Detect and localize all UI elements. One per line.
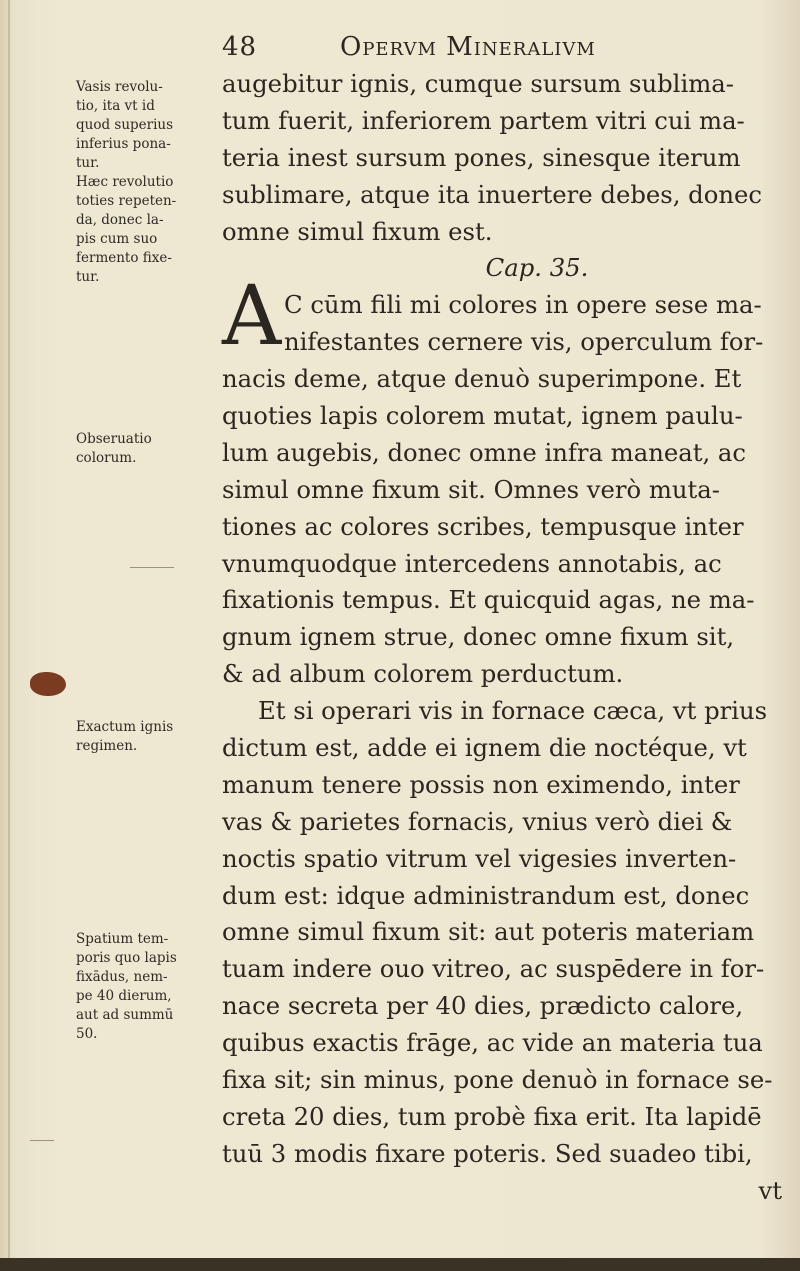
paper-mark <box>130 567 174 568</box>
text-line: nace secreta per 40 dies, prædicto calore, <box>222 991 744 1021</box>
text-line: vas & parietes fornacis, vnius verò diei & <box>222 806 733 836</box>
text-line: tuam indere ouo vitreo, ac suspēdere in for- <box>222 954 765 984</box>
margin-note-line: Exactum ignis <box>76 719 174 735</box>
text-line: teria inest sursum pones, sinesque iterum <box>222 142 741 172</box>
text-line: gnum ignem strue, donec omne fixum sit, <box>222 622 735 652</box>
text-line: nacis deme, atque denuò superimpone. Et <box>222 364 742 394</box>
text-line: tuū 3 modis fixare poteris. Sed suadeo tibi, <box>222 1138 753 1168</box>
text-line: sublimare, atque ita inuertere debes, donec <box>222 179 762 209</box>
text-line: creta 20 dies, tum probè fixa erit. Ita lapidē <box>222 1101 762 1131</box>
text-line: manum tenere possis non eximendo, inter <box>222 769 740 799</box>
margin-note-line: quod superius <box>76 117 174 133</box>
margin-note-line: Spatium tem- <box>76 931 169 947</box>
margin-note-line: toties repeten- <box>76 193 177 209</box>
margin-note-line: fixādus, nem- <box>76 969 168 985</box>
text-line: tum fuerit, inferiorem partem vitri cui ma- <box>222 105 745 135</box>
text-line: quoties lapis colorem mutat, ignem paulu- <box>222 401 743 431</box>
ink-stain <box>30 672 66 696</box>
text-line: omne simul fixum est. <box>222 216 493 246</box>
margin-note <box>76 718 214 756</box>
margin-note <box>76 430 214 468</box>
margin-note-line: da, donec la- <box>76 212 164 228</box>
text-line: fixa sit; sin minus, pone denuò in fornace se- <box>222 1065 773 1095</box>
text-line: lum augebis, donec omne infra maneat, ac <box>222 437 747 467</box>
text-line: dum est: idque administrandum est, donec <box>222 880 750 910</box>
page-bottom-edge <box>0 1258 800 1271</box>
margin-note <box>76 78 214 287</box>
margin-note-line: 50. <box>76 1026 98 1042</box>
text-line: & ad album colorem perductum. <box>222 659 624 689</box>
margin-note-line: tur. <box>76 155 100 171</box>
margin-note-line: Vasis revolu- <box>76 79 163 95</box>
paper-mark <box>30 1140 54 1141</box>
running-title: Opervm Mineralivm <box>340 32 596 62</box>
chapter-heading: Cap. 35. <box>485 253 589 283</box>
drop-cap: A <box>222 269 282 364</box>
margin-note-line: tur. <box>76 269 100 285</box>
text-line: fixationis tempus. Et quicquid agas, ne ma- <box>222 585 755 615</box>
main-text <box>222 66 792 1210</box>
margin-note <box>76 930 214 1044</box>
margin-note-line: pis cum suo <box>76 231 158 247</box>
margin-note-line: Obseruatio <box>76 431 152 447</box>
text-line: augebitur ignis, cumque sursum sublima- <box>222 69 734 98</box>
margin-note-line: inferius pona- <box>76 136 171 152</box>
margin-note-line: pe 40 dierum, <box>76 988 172 1004</box>
text-line: C cūm fili mi colores in opere sese ma- <box>284 290 762 320</box>
margin-note-line: fermento fixe- <box>76 250 172 266</box>
catchword: vt <box>758 1175 782 1205</box>
page-number: 48 <box>222 32 258 62</box>
text-line: vnumquodque intercedens annotabis, ac <box>222 548 722 578</box>
margin-note-line: tio, ita vt id <box>76 98 155 114</box>
text-line: quibus exactis frāge, ac vide an materia tua <box>222 1028 763 1058</box>
text-line: tiones ac colores scribes, tempusque inter <box>222 511 744 541</box>
margin-note-line: Hæc revolutio <box>76 174 174 190</box>
text-line: dictum est, adde ei ignem die noctéque, vt <box>222 733 747 763</box>
margin-note-line: poris quo lapis <box>76 950 177 966</box>
text-line: omne simul fixum sit: aut poteris materiam <box>222 917 755 947</box>
text-line: Et si operari vis in fornace cæca, vt prius <box>258 696 768 726</box>
gutter-edge <box>8 0 10 1271</box>
margin-note-line: regimen. <box>76 738 138 754</box>
text-line: nifestantes cernere vis, operculum for- <box>284 327 764 357</box>
text-line: simul omne fixum sit. Omnes verò muta- <box>222 474 721 504</box>
margin-note-line: aut ad summū <box>76 1007 174 1023</box>
text-line: noctis spatio vitrum vel vigesies inverten- <box>222 843 737 873</box>
margin-note-line: colorum. <box>76 450 137 466</box>
